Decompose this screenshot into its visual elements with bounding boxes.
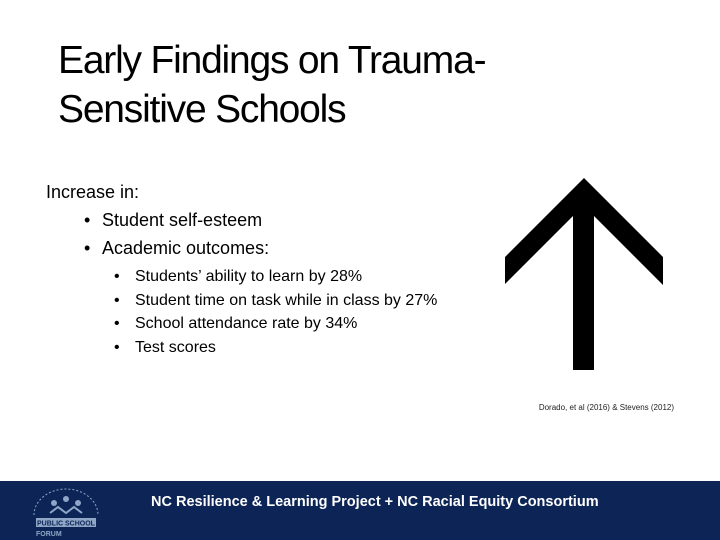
- slide-title: [58, 36, 578, 134]
- intro-text: Increase in:: [46, 182, 140, 202]
- list-item-label: Student self-esteem: [102, 210, 263, 230]
- slide-title-line-2: Sensitive Schools: [58, 88, 346, 131]
- citation: Dorado, et al (2016) & Stevens (2012): [538, 403, 674, 412]
- body-text: [46, 178, 516, 359]
- bullet-list: [46, 206, 516, 262]
- bullet-icon: •: [84, 210, 91, 230]
- bullet-icon: •: [84, 238, 91, 258]
- logo-line-2: FORUM: [36, 531, 62, 538]
- sub-list-item-label: Student time on task while in class by 27%: [135, 291, 438, 309]
- logo-line-1: PUBLIC SCHOOL: [37, 520, 95, 528]
- sub-list-item: [46, 312, 516, 336]
- public-school-forum-logo: [26, 485, 106, 539]
- sub-list-item-label: Test scores: [135, 338, 216, 356]
- sub-bullet-list: [46, 265, 516, 359]
- sub-list-item-label: Students’ ability to learn by 28%: [135, 268, 363, 285]
- sub-list-item: [46, 289, 516, 313]
- list-item: [46, 234, 516, 262]
- up-arrow-icon: [505, 178, 663, 370]
- sub-list-item: [46, 336, 516, 360]
- bullet-icon: •: [114, 291, 120, 309]
- bullet-icon: •: [114, 268, 120, 285]
- footer-bar: [0, 481, 720, 540]
- bullet-icon: •: [114, 315, 120, 332]
- list-item: [46, 206, 516, 234]
- list-item-label: Academic outcomes:: [102, 238, 270, 258]
- footer-text: NC Resilience & Learning Project + NC Racial Equity Consortium: [151, 494, 599, 510]
- bullet-icon: •: [114, 338, 120, 356]
- slide-title-line-1: Early Findings on Trauma-: [58, 39, 486, 82]
- sub-list-item: [46, 265, 516, 289]
- sub-list-item-label: School attendance rate by 34%: [135, 315, 358, 332]
